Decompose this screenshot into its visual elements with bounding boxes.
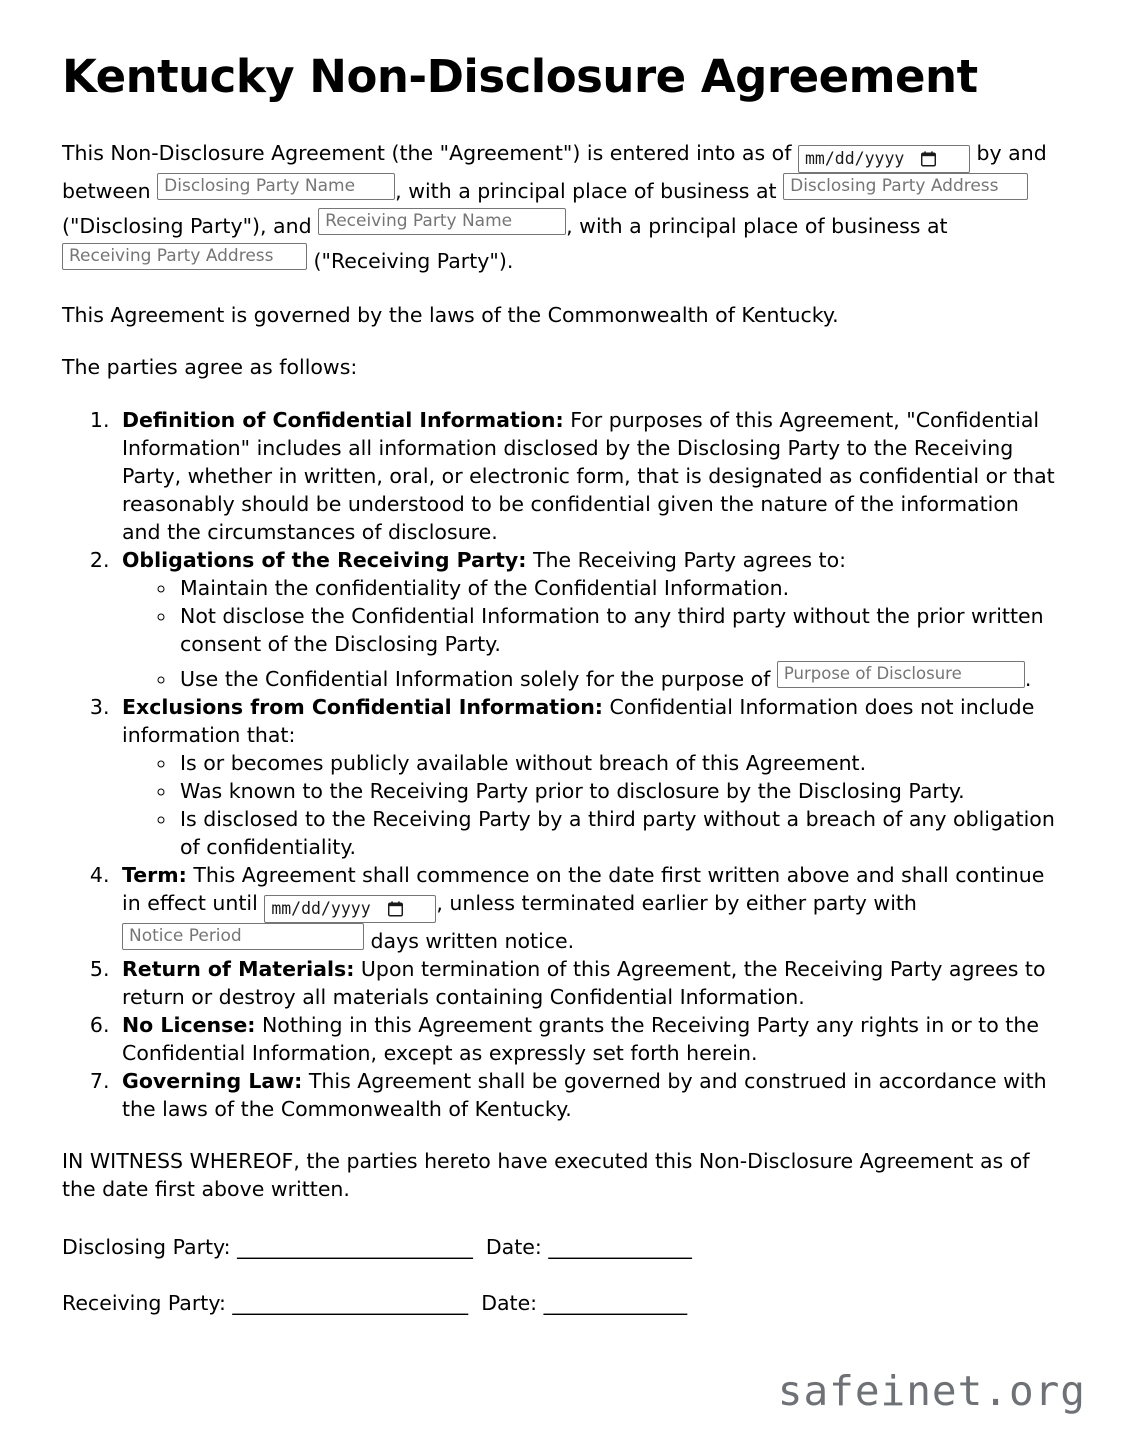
page-title: Kentucky Non-Disclosure Agreement [62,50,978,103]
receiving-party-signature-label: Receiving Party: [62,1291,233,1316]
disclosing-party-address-input[interactable]: Disclosing Party Address [783,173,1028,200]
clause-heading-5: Return of Materials: [122,956,355,981]
agreement-date-field[interactable] [798,145,970,173]
receiving-party-address-input[interactable]: Receiving Party Address [62,243,307,270]
clause-item-2 [116,547,1062,694]
disclosing-party-signature-line [62,1234,1062,1262]
clause-item-7 [116,1068,1062,1124]
receiving-party-signature-underline[interactable]: _______________________ [232,1291,469,1316]
list-item: ◦ Is disclosed to the Receiving Party by a third party without a breach of any obligation of confidentiality. [177,806,1062,862]
clause-item-6 [116,1012,1062,1068]
intro-text-1: This Non-Disclosure Agreement (the "Agreement") is entered into as of [62,141,798,166]
receiving-party-name-input[interactable]: Receiving Party Name [318,208,566,235]
signature-block [62,1234,1062,1318]
clause-body-4-part3: days written notice. [364,928,575,953]
term-end-date-field[interactable] [264,895,436,923]
clause-body-1: For purposes of this Agreement, "Confidential Information" includes all information disclosed by the Disclosing Party to the Receiving Party, whether in written, oral, or electronic form, that is designated as confidential or that reasonably should be understood to be confidential given the nature of the information and the circumstances of disclosure. [122,408,1055,545]
list-item: ◦ Maintain the confidentiality of the Confidential Information. [177,575,1062,603]
document-content [62,52,1062,1346]
disclosing-party-date-label: Date: [472,1235,549,1260]
site-watermark: safeinet.org [777,1367,1086,1415]
clause-body-6: Nothing in this Agreement grants the Receiving Party any rights in or to the Confidential Information, except as expressly set forth herein. [122,1012,1039,1065]
calendar-icon[interactable] [388,896,403,922]
clause-heading-7: Governing Law: [122,1068,303,1093]
governing-law-sentence: This Agreement is governed by the laws of the Commonwealth of Kentucky. [62,303,839,328]
receiving-party-signature-line [62,1290,1062,1318]
list-item: ◦ Not disclose the Confidential Information to any third party without the prior written consent of the Disclosing Party. [177,603,1062,659]
purpose-prefix-text: Use the Confidential Information solely for the purpose of [180,666,777,691]
purpose-of-disclosure-input[interactable]: Purpose of Disclosure [777,661,1025,688]
clause-body-4-part1: This Agreement shall commence on the date first written above and shall continue in effect until [122,862,1045,915]
clause-item-1 [116,407,1062,547]
receiving-party-date-underline[interactable]: ______________ [543,1291,688,1316]
disclosing-party-name-input[interactable]: Disclosing Party Name [157,173,395,200]
intro-text-4: ("Disclosing Party"), and [62,214,319,239]
clause-body-3: Confidential Information does not include information that: [122,694,1035,747]
clause-body-4-part2: , unless terminated earlier by either party with [436,890,917,915]
clause-body-5: Upon termination of this Agreement, the Receiving Party agrees to return or destroy all materials containing Confidential Information. [122,956,1046,1009]
clause-heading-1: Definition of Confidential Information: [122,408,564,433]
list-item-with-purpose-field [177,659,1062,694]
witness-clause: IN WITNESS WHEREOF, the parties hereto have executed this Non-Disclosure Agreement as of the date first above written. [62,1149,1030,1202]
disclosing-party-signature-label: Disclosing Party: [62,1235,238,1260]
list-item: ◦ Was known to the Receiving Party prior to disclosure by the Disclosing Party. [177,778,1062,806]
disclosing-party-date-underline[interactable]: ______________ [548,1235,692,1260]
agreement-date-value: mm/dd/yyyy [804,149,905,169]
clause-heading-2: Obligations of the Receiving Party: [122,548,527,573]
calendar-icon[interactable] [921,146,936,172]
intro-paragraph [62,140,1062,276]
receiving-party-date-label: Date: [468,1291,544,1316]
clause-heading-4: Term: [122,862,187,887]
purpose-suffix-text: . [1024,666,1032,691]
clause-heading-6: No License: [122,1012,256,1037]
intro-text-5: , with a principal place of business at [566,214,948,239]
intro-text-3: , with a principal place of business at [395,179,784,204]
list-item: ◦ Is or becomes publicly available without breach of this Agreement. [177,750,1062,778]
notice-period-input[interactable]: Notice Period [122,923,364,950]
clause-item-3 [116,694,1062,862]
intro-text-6: ("Receiving Party"). [307,249,514,274]
clause-body-2: The Receiving Party agrees to: [526,548,847,573]
parties-agree-line: The parties agree as follows: [62,355,358,380]
clause-list [62,407,1062,1123]
clause-item-4 [116,862,1062,956]
clause-3-sub-list [122,750,1062,862]
clause-heading-3: Exclusions from Confidential Information: [122,694,603,719]
intro-text-2: by and between [62,141,1047,204]
clause-body-7: This Agreement shall be governed by and construed in accordance with the laws of the Commonwealth of Kentucky. [122,1068,1047,1121]
clause-2-sub-list [122,575,1062,694]
disclosing-party-signature-underline[interactable]: _______________________ [237,1235,473,1260]
clause-item-5 [116,956,1062,1012]
term-end-date-value: mm/dd/yyyy [271,898,371,918]
